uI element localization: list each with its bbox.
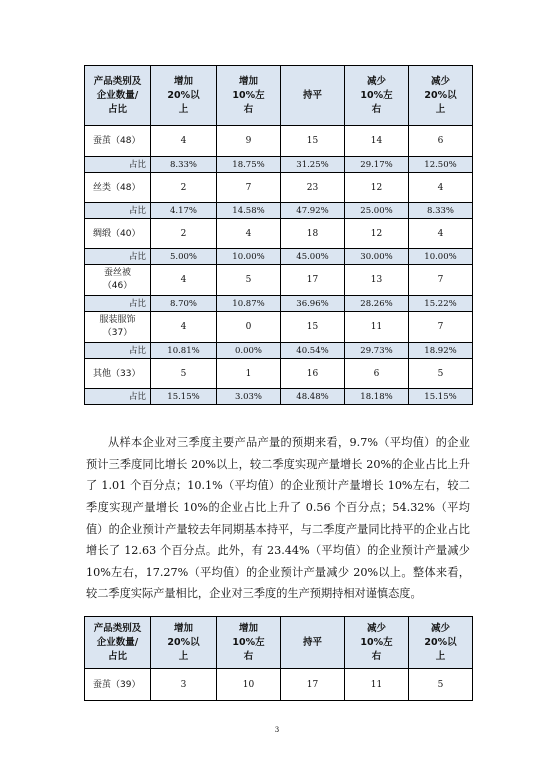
count-cell: 1 [217,359,281,389]
count-cell: 16 [281,359,345,389]
count-cell: 23 [281,173,345,203]
row-label: 蚕丝被（46） [85,265,151,296]
count-cell: 7 [217,173,281,203]
count-cell: 15 [281,312,345,343]
count-cell: 5 [151,359,217,389]
pct-cell: 8.70% [151,296,217,312]
table-row-count [85,359,473,389]
count-cell: 5 [409,669,473,701]
pct-cell: 30.00% [345,249,409,265]
table-row-percentage [85,203,473,219]
pct-label: 占比 [85,389,151,405]
count-cell: 5 [217,265,281,296]
count-cell: 13 [345,265,409,296]
pct-cell: 10.00% [409,249,473,265]
table-row-count [85,669,473,701]
count-cell: 4 [217,219,281,249]
count-cell: 4 [151,126,217,157]
table-row-percentage [85,249,473,265]
header-category: 产品类别及企业数量/占比 [85,66,151,126]
count-cell: 4 [151,312,217,343]
pct-cell: 10.87% [217,296,281,312]
pct-cell: 15.22% [409,296,473,312]
table-row-percentage [85,296,473,312]
table-row-percentage [85,389,473,405]
count-cell: 18 [281,219,345,249]
pct-cell: 40.54% [281,343,345,359]
pct-label: 占比 [85,249,151,265]
header-flat: 持平 [281,617,345,669]
pct-cell: 15.15% [151,389,217,405]
row-label: 蚕茧（39） [85,669,151,701]
pct-cell: 29.17% [345,157,409,173]
header-increase-20: 增加 20%以上 [151,66,217,126]
table-row-count [85,219,473,249]
count-cell: 9 [217,126,281,157]
count-cell: 15 [281,126,345,157]
pct-cell: 10.81% [151,343,217,359]
pct-label: 占比 [85,343,151,359]
header-decrease-10: 减少 10%左右 [345,66,409,126]
pct-cell: 15.15% [409,389,473,405]
count-cell: 17 [281,669,345,701]
pct-cell: 47.92% [281,203,345,219]
pct-cell: 29.73% [345,343,409,359]
count-cell: 4 [409,173,473,203]
pct-label: 占比 [85,203,151,219]
pct-cell: 48.48% [281,389,345,405]
pct-cell: 28.26% [345,296,409,312]
pct-label: 占比 [85,157,151,173]
count-cell: 3 [151,669,217,701]
header-increase-20: 增加 20%以上 [151,617,217,669]
pct-cell: 4.17% [151,203,217,219]
count-cell: 11 [345,312,409,343]
pct-cell: 14.58% [217,203,281,219]
body-paragraph: 从样本企业对三季度主要产品产量的预期来看，9.7%（平均值）的企业预计三季度同比增长 20%以上，较二季度实现产量增长 20%的企业占比上升了 1.01 个百分点；10.1%（平均值）的企业预计产量增长 10%左右，较二季度实现产量增长 10%的企业占比上升了 0.56 个百分点；54.32%（平均值）的企业预计产量较去年同期基本持平，与二季度产量同比持平的企业占比增长了 12.63 个百分点。此外，有 23.44%（平均值）的企业预计产量减少 10%左右，17.27%（平均值）的企业预计产量减少 20%以上。整体来看，较二季度实际产量相比，企业对三季度的生产预期持相对谨慎态度。 [86,436,470,601]
count-cell: 0 [217,312,281,343]
header-decrease-20: 减少 20%以上 [409,66,473,126]
pct-cell: 31.25% [281,157,345,173]
count-cell: 17 [281,265,345,296]
count-cell: 2 [151,173,217,203]
pct-cell: 18.75% [217,157,281,173]
count-cell: 4 [151,265,217,296]
table-row-percentage [85,343,473,359]
pct-cell: 8.33% [151,157,217,173]
page-number: 3 [274,726,280,734]
pct-label: 占比 [85,296,151,312]
count-cell: 7 [409,265,473,296]
header-increase-10: 增加 10%左右 [217,617,281,669]
pct-cell: 0.00% [217,343,281,359]
count-cell: 10 [217,669,281,701]
count-cell: 6 [409,126,473,157]
table-header-row [85,66,473,126]
table-row-count [85,126,473,157]
pct-cell: 25.00% [345,203,409,219]
table-row-count [85,312,473,343]
table-product-forecast-q3 [84,65,473,405]
header-increase-10: 增加 10%左右 [217,66,281,126]
row-label: 绸缎（40） [85,219,151,249]
header-category: 产品类别及企业数量/占比 [85,617,151,669]
header-flat: 持平 [281,66,345,126]
count-cell: 7 [409,312,473,343]
count-cell: 2 [151,219,217,249]
count-cell: 11 [345,669,409,701]
pct-cell: 18.92% [409,343,473,359]
count-cell: 14 [345,126,409,157]
row-label: 丝类（48） [85,173,151,203]
count-cell: 5 [409,359,473,389]
pct-cell: 18.18% [345,389,409,405]
pct-cell: 3.03% [217,389,281,405]
count-cell: 4 [409,219,473,249]
row-label: 服装服饰（37） [85,312,151,343]
pct-cell: 36.96% [281,296,345,312]
pct-cell: 5.00% [151,249,217,265]
table-product-forecast-continued [84,616,473,701]
row-label: 蚕茧（48） [85,126,151,157]
count-cell: 12 [345,219,409,249]
pct-cell: 12.50% [409,157,473,173]
count-cell: 12 [345,173,409,203]
table-row-count [85,265,473,296]
pct-cell: 45.00% [281,249,345,265]
pct-cell: 10.00% [217,249,281,265]
table-row-percentage [85,157,473,173]
table-header-row [85,617,473,669]
pct-cell: 8.33% [409,203,473,219]
header-decrease-20: 减少 20%以上 [409,617,473,669]
header-decrease-10: 减少 10%左右 [345,617,409,669]
row-label: 其他（33） [85,359,151,389]
count-cell: 6 [345,359,409,389]
table-row-count [85,173,473,203]
